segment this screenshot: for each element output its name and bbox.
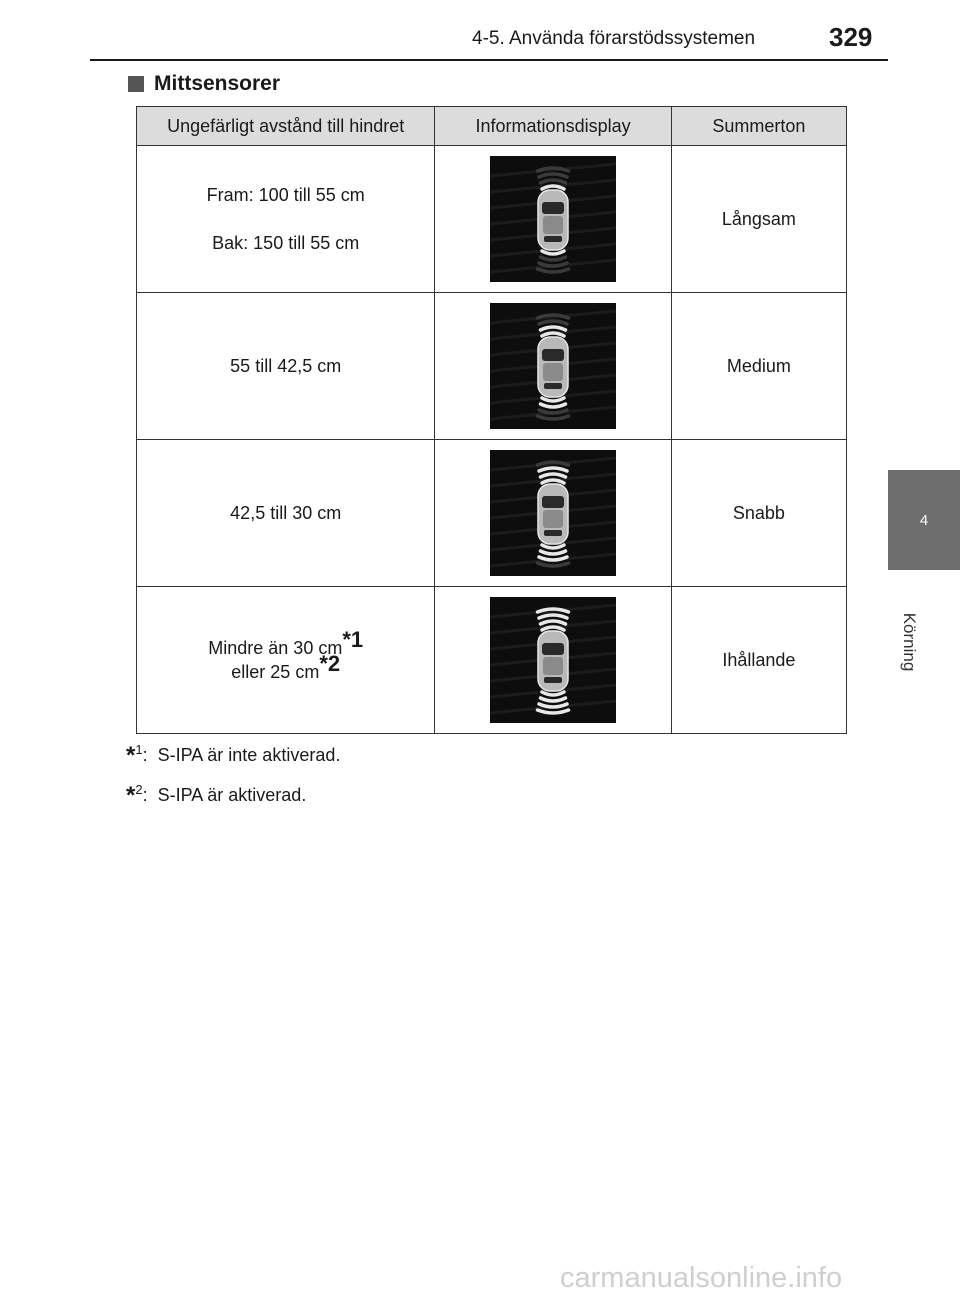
buzzer-cell: Ihållande bbox=[671, 587, 846, 734]
page-header bbox=[0, 0, 960, 60]
distance-cell bbox=[137, 587, 435, 734]
buzzer-cell: Snabb bbox=[671, 440, 846, 587]
buzzer-cell: Medium bbox=[671, 293, 846, 440]
car-rear-window bbox=[544, 383, 562, 389]
footnote-text: S-IPA är aktiverad. bbox=[157, 785, 307, 805]
car-rear-window bbox=[544, 677, 562, 683]
car-roof bbox=[543, 657, 563, 675]
table-header-row bbox=[137, 107, 847, 146]
parking-sensor-display-icon bbox=[490, 156, 616, 282]
display-cell bbox=[435, 293, 671, 440]
footnote-marker: *$^2$: bbox=[126, 782, 148, 809]
table-row bbox=[137, 587, 847, 734]
chapter-label: Körning bbox=[900, 612, 919, 672]
distance-text: Bak: 150 till 55 cm bbox=[212, 233, 360, 253]
square-bullet-icon bbox=[128, 76, 144, 92]
footnote bbox=[126, 742, 340, 770]
chapter-tab bbox=[888, 470, 960, 570]
table-row bbox=[137, 440, 847, 587]
section-title bbox=[128, 72, 280, 96]
column-header-display: Informationsdisplay bbox=[435, 107, 671, 146]
footnote-marker: *2 bbox=[319, 651, 341, 676]
car-windshield bbox=[542, 643, 564, 655]
section-title-text: Mittsensorer bbox=[154, 72, 281, 95]
footnote-text: S-IPA är inte aktiverad. bbox=[157, 745, 341, 765]
distance-cell: 42,5 till 30 cm bbox=[137, 440, 435, 587]
car-windshield bbox=[542, 202, 564, 214]
distance-text: Fram: 100 till 55 cm bbox=[206, 185, 365, 205]
footnote-marker: *$^1$: bbox=[126, 742, 148, 769]
car-rear-window bbox=[544, 530, 562, 536]
footnote-marker: *1 bbox=[342, 627, 364, 652]
distance-cell bbox=[137, 146, 435, 293]
watermark: carmanualsonline.info bbox=[560, 1262, 843, 1294]
display-cell bbox=[435, 146, 671, 293]
distance-cell: 55 till 42,5 cm bbox=[137, 293, 435, 440]
footnote bbox=[126, 782, 340, 810]
column-header-buzzer: Summerton bbox=[671, 107, 846, 146]
distance-text: eller 25 cm*2 bbox=[231, 651, 341, 682]
chapter-number: 4 bbox=[919, 511, 929, 529]
table-row bbox=[137, 293, 847, 440]
parking-sensor-display-icon bbox=[490, 597, 616, 723]
car-roof bbox=[543, 363, 563, 381]
header-section-title: 4-5. Använda förarstödssystemen bbox=[472, 28, 756, 49]
distance-text: Mindre än 30 cm*1 bbox=[208, 627, 364, 658]
parking-sensor-display-icon bbox=[490, 303, 616, 429]
car-windshield bbox=[542, 496, 564, 508]
display-cell bbox=[435, 587, 671, 734]
car-windshield bbox=[542, 349, 564, 361]
footnotes bbox=[126, 742, 340, 822]
table-row bbox=[137, 146, 847, 293]
car-roof bbox=[543, 510, 563, 528]
car-roof bbox=[543, 216, 563, 234]
column-header-distance: Ungefärligt avstånd till hindret bbox=[137, 107, 435, 146]
parking-sensor-display-icon bbox=[490, 450, 616, 576]
car-rear-window bbox=[544, 236, 562, 242]
page-number: 329 bbox=[829, 22, 873, 52]
display-cell bbox=[435, 440, 671, 587]
header-rule bbox=[90, 59, 888, 61]
sensor-table bbox=[136, 106, 847, 734]
buzzer-cell: Långsam bbox=[671, 146, 846, 293]
